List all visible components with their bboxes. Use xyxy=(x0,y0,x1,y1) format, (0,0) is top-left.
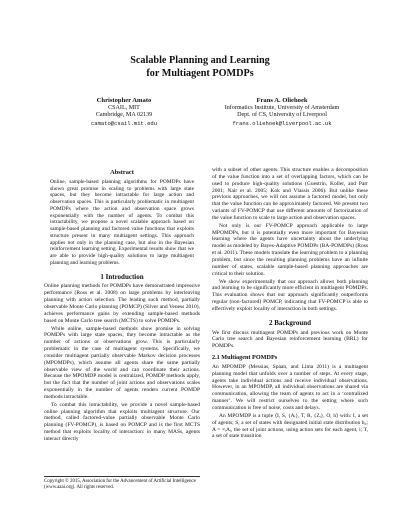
subsection-heading-multiagent-pomdps: 2.1 Multiagent POMDPs xyxy=(212,354,278,362)
section-heading-background: 2 Background xyxy=(268,318,312,327)
author-block-2 xyxy=(202,97,362,127)
author-address: Cambridge, MA 02139 xyxy=(95,112,153,119)
paragraph: We first discuss multiagent POMDPs and previous work on Monte Carlo tree search and Bayesian reinforcement learning (BRL) for POMDPs. xyxy=(212,329,368,350)
copyright-notice: Copyright © 2015, Association for the Advancement of Artificial Intelligence (www.aaai.org). All rights reserved. xyxy=(44,476,200,491)
paragraph: An MPOMDP is a tuple ⟨I, S, {Aᵢ}, T, R, {Zᵢ}, O, h⟩ with: I, a set of agents; S, a set of states with designated initial state distribution b₀; A = ×ᵢAᵢ, the set of joint actions, using action sets for each agent, i; T, a set of state transition xyxy=(212,412,368,440)
abstract-heading: Abstract xyxy=(110,169,134,176)
title-line-1: Scalable Planning and Learning xyxy=(130,55,270,66)
author-name: Frans A. Oliehoek xyxy=(256,97,308,104)
author-email: frans.oliehoek@liverpool.ac.uk xyxy=(232,119,332,127)
title-line-2: for Multiagent POMDPs xyxy=(146,67,254,79)
author-block-1 xyxy=(44,97,204,127)
author-name: Christopher Amato xyxy=(96,97,152,104)
abstract-text: Online, sample-based planning algorithms for POMDPs have shown great promise in scaling to problems with large state spaces, but they become intractable for large action and observation spaces. This is particularly problematic in multiagent POMDPs where the action and observation space grows exponentially with the number of agents. To combat this intractability, we propose a novel scalable approach based on sample-based planning and factored value functions that exploits structure present in many multiagent settings. This approach applies not only in the planning case, but also in the Bayesian reinforcement learning setting. Experimental results show that we are able to provide high-quality solutions to large multiagent planning and learning problems. xyxy=(50,178,194,266)
author-email: camato@csail.mit.edu xyxy=(90,119,157,127)
paragraph: An MPOMDP (Messias, Spaan, and Lima 2011) is a multiagent planning model that unfolds over a number of steps. At every stage, agents take individual actions and receive individual observations. However, in an MPOMDP, all individual observations are shared via communication, allowing the team of agents to act in a ‘centralized manner’. We will restrict ourselves to the setting where such communication is free of noise, costs and delays. xyxy=(212,363,368,411)
paragraph: We show experimentally that our approach allows both planning and learning to be significantly more efficient in multiagent POMDPs. This evaluation shows that our approach significantly outperforms regular (non-factored) POMCP, indicating that FV-POMCP is able to effectively exploit locality of interaction in both settings. xyxy=(212,278,368,312)
author-affiliation: Informatics Institute, University of Amsterdam xyxy=(224,104,340,111)
paragraph: While online, sample-based methods show promise in solving POMDPs with large state spaces, they become intractable as the number of actions or observations grow. This is particularly problematic in the case of multiagent systems. Specifically, we consider multiagent partially observable Markov decision processes (MPOMDPs), which assume all agents share the same partially observable view of the world and can coordinate their actions. Because the MPOMDP model is centralized, POMDP methods apply, but the fact that the number of joint actions and observations scales exponentially in the number of agents renders current POMDP methods intractable. xyxy=(44,325,200,400)
left-column xyxy=(44,170,200,444)
paragraph: Online planning methods for POMDPs have demonstrated impressive performance (Ross et al. 2008) on large problems by interleaving planning with action selection. The leading such method, partially observable Monte Carlo planning (POMCP) (Silver and Veness 2010), achieves performance gains by extending sample-based methods based on Monte Carlo tree search (MCTS) to solve POMDPs. xyxy=(44,283,200,324)
paragraph: To combat this intractability, we provide a novel sample-based online planning algorithm that exploits multiagent structure. Our method, called factored-value partially observable Monte Carlo planning (FV-POMCP), is based on POMCP and is the first MCTS method that exploits locality of interaction: in many MASs, agents interact directly xyxy=(44,401,200,442)
paragraph: with a subset of other agents. This structure enables a decomposition of the value function into a set of overlapping factors, which can be used to produce high-quality solutions (Guestrin, Koller, and Parr 2001; Nair et al. 2005; Kok and Vlassis 2006). But unlike these previous approaches, we will not assume a factored model, but only that the value function can be approximately factored. We present two variants of FV-POMCP that use different amounts of factorization of the value function to scale to large action and observation spaces. xyxy=(212,167,368,221)
paper-title xyxy=(0,55,400,80)
right-column xyxy=(212,167,368,441)
author-address: Dept. of CS, University of Liverpool xyxy=(237,112,327,119)
section-heading-introduction: 1 Introduction xyxy=(100,272,144,281)
author-affiliation: CSAIL, MIT xyxy=(108,104,140,111)
paragraph: Not only is our FV-POMCP approach applicable to large MPOMDPs, but it is potentially even more important for Bayesian learning where the agents have uncertainty about the underlying model as modeled by Bayes-Adaptive POMDPs (BA-POMDPs) (Ross et al. 2011). These models translate the learning problem to a planning problem, but since the resulting planning problems have an infinite number of states, scalable sample-based planning approaches are critical to their solution. xyxy=(212,222,368,277)
